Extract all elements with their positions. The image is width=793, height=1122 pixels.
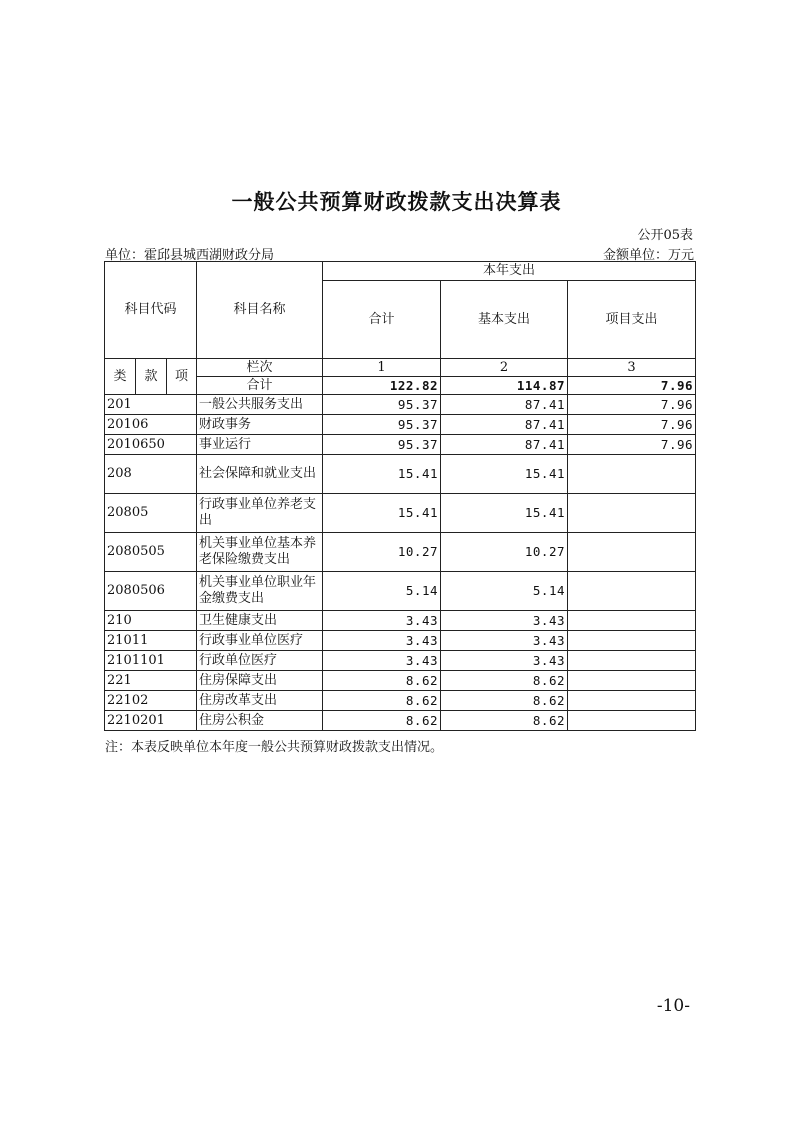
row-project <box>568 631 696 651</box>
row-name: 住房改革支出 <box>197 691 323 711</box>
row-basic: 87.41 <box>441 435 568 455</box>
row-project <box>568 611 696 631</box>
row-code: 201 <box>105 395 197 415</box>
header-col-label: 栏次 <box>197 359 323 377</box>
table-row <box>105 494 696 533</box>
row-code: 20805 <box>105 494 197 533</box>
unit-label: 单位：霍邱县城西湖财政分局 <box>105 248 275 263</box>
row-basic: 87.41 <box>441 415 568 435</box>
table-row <box>105 691 696 711</box>
footnote: 注：本表反映单位本年度一般公共预算财政拨款支出情况。 <box>105 740 444 755</box>
header-basic: 基本支出 <box>441 281 568 359</box>
row-name: 事业运行 <box>197 435 323 455</box>
header-lei: 类 <box>105 359 136 395</box>
row-project <box>568 671 696 691</box>
row-code: 20106 <box>105 415 197 435</box>
row-total: 8.62 <box>323 711 441 731</box>
row-total: 5.14 <box>323 572 441 611</box>
row-basic: 10.27 <box>441 533 568 572</box>
row-basic: 8.62 <box>441 691 568 711</box>
row-code: 2010650 <box>105 435 197 455</box>
row-basic: 8.62 <box>441 671 568 691</box>
row-basic: 15.41 <box>441 494 568 533</box>
row-code: 22102 <box>105 691 197 711</box>
row-project <box>568 455 696 494</box>
row-name: 行政单位医疗 <box>197 651 323 671</box>
expenditure-table <box>104 261 696 731</box>
table-row <box>105 415 696 435</box>
row-basic: 3.43 <box>441 631 568 651</box>
table-row <box>105 395 696 415</box>
row-code: 2080506 <box>105 572 197 611</box>
row-name: 住房保障支出 <box>197 671 323 691</box>
header-col3: 3 <box>568 359 696 377</box>
row-total: 8.62 <box>323 671 441 691</box>
header-project: 项目支出 <box>568 281 696 359</box>
row-basic: 8.62 <box>441 711 568 731</box>
row-project: 7.96 <box>568 395 696 415</box>
row-code: 2210201 <box>105 711 197 731</box>
header-code: 科目代码 <box>105 262 197 359</box>
row-name: 一般公共服务支出 <box>197 395 323 415</box>
table-row <box>105 611 696 631</box>
header-kuan: 款 <box>136 359 167 395</box>
table-row <box>105 651 696 671</box>
table-row <box>105 435 696 455</box>
table-row <box>105 711 696 731</box>
table-row <box>105 455 696 494</box>
row-project <box>568 572 696 611</box>
row-code: 2101101 <box>105 651 197 671</box>
row-name: 卫生健康支出 <box>197 611 323 631</box>
row-code: 2080505 <box>105 533 197 572</box>
row-name: 机关事业单位基本养老保险缴费支出 <box>197 533 323 572</box>
row-project <box>568 691 696 711</box>
table-row <box>105 533 696 572</box>
row-project: 7.96 <box>568 415 696 435</box>
row-project <box>568 711 696 731</box>
row-code: 221 <box>105 671 197 691</box>
row-name: 行政事业单位医疗 <box>197 631 323 651</box>
table-row <box>105 631 696 651</box>
row-name: 社会保障和就业支出 <box>197 455 323 494</box>
row-total: 15.41 <box>323 455 441 494</box>
header-xiang: 项 <box>167 359 197 395</box>
row-basic: 5.14 <box>441 572 568 611</box>
row-project <box>568 651 696 671</box>
money-unit-label: 金额单位：万元 <box>602 248 694 263</box>
page-number: -10- <box>656 996 690 1016</box>
total-row-label: 合计 <box>197 377 323 395</box>
row-name: 机关事业单位职业年金缴费支出 <box>197 572 323 611</box>
total-row-project: 7.96 <box>568 377 696 395</box>
row-name: 住房公积金 <box>197 711 323 731</box>
row-name: 行政事业单位养老支出 <box>197 494 323 533</box>
row-code: 21011 <box>105 631 197 651</box>
row-project <box>568 494 696 533</box>
page-title: 一般公共预算财政拨款支出决算表 <box>231 190 562 214</box>
row-basic: 3.43 <box>441 651 568 671</box>
table-row <box>105 671 696 691</box>
row-total: 10.27 <box>323 533 441 572</box>
row-total: 95.37 <box>323 435 441 455</box>
header-col2: 2 <box>441 359 568 377</box>
row-basic: 87.41 <box>441 395 568 415</box>
row-project <box>568 533 696 572</box>
row-total: 95.37 <box>323 415 441 435</box>
row-total: 8.62 <box>323 691 441 711</box>
row-basic: 3.43 <box>441 611 568 631</box>
row-code: 208 <box>105 455 197 494</box>
table-row <box>105 572 696 611</box>
total-row-basic: 114.87 <box>441 377 568 395</box>
row-project: 7.96 <box>568 435 696 455</box>
header-total: 合计 <box>323 281 441 359</box>
header-col1: 1 <box>323 359 441 377</box>
row-code: 210 <box>105 611 197 631</box>
row-total: 3.43 <box>323 631 441 651</box>
row-total: 15.41 <box>323 494 441 533</box>
row-name: 财政事务 <box>197 415 323 435</box>
total-row-total: 122.82 <box>323 377 441 395</box>
row-total: 3.43 <box>323 611 441 631</box>
header-current-year: 本年支出 <box>323 262 696 281</box>
form-number: 公开05表 <box>637 228 693 243</box>
row-total: 95.37 <box>323 395 441 415</box>
row-total: 3.43 <box>323 651 441 671</box>
header-name: 科目名称 <box>197 262 323 359</box>
row-basic: 15.41 <box>441 455 568 494</box>
